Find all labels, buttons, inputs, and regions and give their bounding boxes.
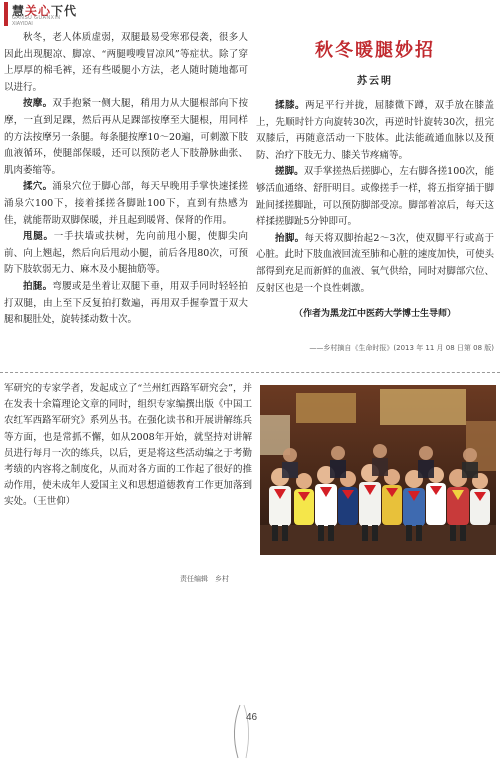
- right-para-2: 抬脚。每天将双脚抬起2～3次，使双脚平行或高于心脏。此时下肢血液回流至肺和心脏的速度加快，可使头部得到充足而新鲜的血液、氧气供给，同时对脚部穴位、反射区也是一个良性刺激。: [256, 232, 494, 294]
- masthead-pinyin-line2: XIAYIDAI: [12, 21, 33, 27]
- masthead-title: 慧关心下代: [12, 4, 78, 18]
- page-number: 46: [246, 712, 258, 723]
- page-ornament-icon: [200, 700, 290, 760]
- right-para-1: 搓脚。双手掌搓热后搓脚心，左右脚各搓100次，能够活血通络、舒肝明目。或像搓手一样，将五指穿插于脚趾间揉搓脚趾，可以预防脚部受凉。脚部着凉后，每天这样揉搓脚趾5分钟即可。: [256, 166, 494, 228]
- article-left-column: [4, 30, 248, 329]
- left-para-1: 按摩。双手抱紧一侧大腿，稍用力从大腿根部向下按摩，一直到足踝，然后再从足踝部按摩至大腿根，用同样的方法按摩另一条腿。每条腿按摩10～20遍，可刺激下肢血液循环，使腿部保暖，还可以预防老人下肢静脉曲张、肌肉萎缩等。: [4, 98, 248, 176]
- responsible-editor: 责任编辑 乡村: [180, 575, 229, 583]
- right-para-0: 揉膝。两足平行并拢，屈膝微下蹲，双手放在膝盖上，先顺时针方向旋转30次，再逆时针旋转30次，扭完双膝后，再随意活动一下肢体。此法能疏通血脉以及预防、治疗下肢无力、膝关节疼痛等。: [256, 100, 494, 161]
- article-header: [256, 30, 494, 90]
- source-citation: ——乡村摘自《生命时报》(2013 年 11 月 08 日第 08 版): [309, 344, 494, 352]
- left-para-3: 甩腿。一手扶墙或扶树，先向前甩小腿，使脚尖向前、向上翘起，然后向后甩动小腿，前后各甩80次，可预防下肢软弱无力、麻木及小腿抽筋等。: [4, 231, 248, 276]
- article-author: 苏云明: [357, 76, 393, 87]
- left-para-0: 秋冬，老人体质虚弱，双腿最易受寒邪侵袭，很多人因此出现腿凉、脚凉、“两腿嗖嗖冒凉风”等症状。除了穿上厚厚的棉毛裤，还有些暖腿小方法，老人随时随地都可以进行。: [4, 32, 248, 93]
- section-divider: [0, 372, 500, 373]
- lower-article-text: [4, 381, 252, 511]
- exhibition-photo: [260, 385, 496, 555]
- photo-illustration: [260, 385, 496, 555]
- page-number-area: [200, 700, 290, 760]
- author-byline: （作者为黑龙江中医药大学博士生导师）: [293, 309, 456, 319]
- magazine-masthead: [4, 2, 94, 28]
- masthead-pinyin-line1: GANSU GUANXIN: [12, 15, 61, 21]
- article-right-column: [256, 98, 494, 297]
- article-title: 秋冬暖腿妙招: [315, 40, 435, 61]
- masthead-bar: [4, 2, 8, 26]
- lower-para: 军研究的专家学者，发起成立了“兰州红西路军研究会”，并在发表十余篇理论文章的同时，组织专家编撰出版《中国工农红军西路军研究》系列丛书。在强化读书和开展讲解练兵等方面，也是常抓不懈，如从2008年开始，就坚持对讲解员进行每月一次的练兵，以后，更是将这些活动编之于考勤考绩的内容将之制度化，从而对各方面的工作起了很好的推动作用，使未成年人爱国主义和思想道德教育工作更加落到实处。（王世仰）: [4, 383, 252, 508]
- left-para-4: 拍腿。弯腰或是坐着让双腿下垂，用双手同时轻轻拍打双腿，由上至下反复拍打数遍，再用双手握拳置于双大腿和腿肚处，旋转揉动数十次。: [4, 280, 248, 326]
- left-para-2: 揉穴。涌泉穴位于脚心部，每天早晚用手掌快速揉搓涌泉穴100下，接着揉搓各脚趾100下，直到有热感为佳，就能帮助双脚保暖，并且起到暖肾、保肾的作用。: [4, 181, 248, 226]
